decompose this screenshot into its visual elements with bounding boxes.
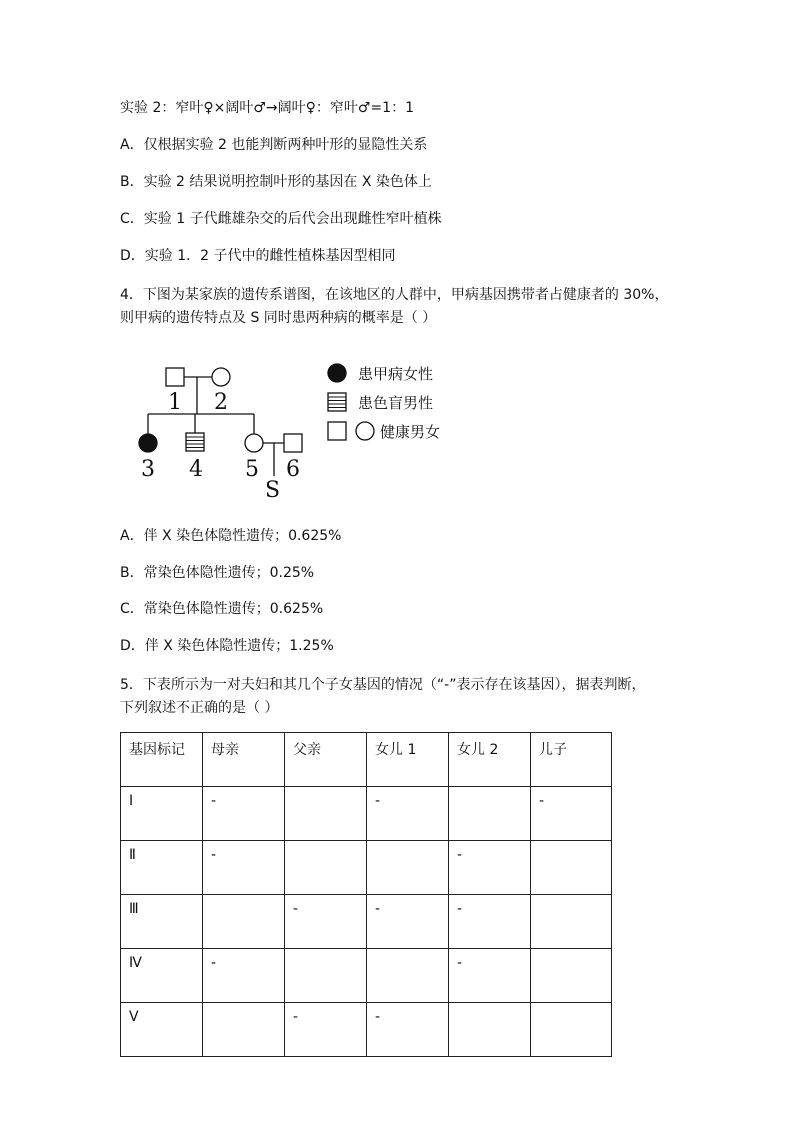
table-cell xyxy=(449,1003,531,1057)
gene-table xyxy=(120,732,612,1057)
label-1: 1 xyxy=(168,390,182,415)
header-cell: 父亲 xyxy=(285,733,367,787)
table-cell xyxy=(531,841,612,895)
table-cell xyxy=(367,841,449,895)
q3-option-d: D．实验 1．2 子代中的雌性植株基因型相同 xyxy=(120,248,396,264)
q4-option-d: D．伴 X 染色体隐性遗传；1.25% xyxy=(120,638,334,654)
table-cell: - xyxy=(367,1003,449,1057)
table-cell xyxy=(285,949,367,1003)
table-cell xyxy=(449,787,531,841)
q4-option-a: A．伴 X 染色体隐性遗传；0.625% xyxy=(120,528,342,544)
table-cell xyxy=(203,1003,285,1057)
header-cell: 女儿 2 xyxy=(449,733,531,787)
table-cell: - xyxy=(367,895,449,949)
individual-2-healthy-female xyxy=(212,368,230,386)
table-cell: Ⅴ xyxy=(121,1003,203,1057)
table-cell xyxy=(285,787,367,841)
q4-stem-line-1: 4．下图为某家族的遗传系谱图，在该地区的人群中，甲病基因携带者占健康者的 30%， xyxy=(120,287,669,303)
table-cell: Ⅰ xyxy=(121,787,203,841)
individual-3-affected-female xyxy=(139,434,157,452)
legend-affected-female-symbol xyxy=(328,364,346,382)
table-cell: - xyxy=(367,787,449,841)
table-cell: - xyxy=(285,895,367,949)
legend-colorblind-male-symbol xyxy=(328,393,346,411)
table-row xyxy=(121,841,612,895)
table-cell: - xyxy=(203,787,285,841)
header-cell: 女儿 1 xyxy=(367,733,449,787)
table-cell xyxy=(367,949,449,1003)
table-cell: Ⅲ xyxy=(121,895,203,949)
label-6: 6 xyxy=(286,457,300,482)
pedigree-chart xyxy=(120,352,460,502)
q4-option-b: B．常染色体隐性遗传；0.25% xyxy=(120,565,315,581)
individual-6-healthy-male xyxy=(284,434,302,452)
table-cell: - xyxy=(203,949,285,1003)
q3-option-c: C．实验 1 子代雌雄杂交的后代会出现雌性窄叶植株 xyxy=(120,211,442,227)
table-cell xyxy=(531,895,612,949)
individual-4-colorblind-male xyxy=(186,433,204,451)
label-2: 2 xyxy=(214,390,228,415)
table-cell xyxy=(285,841,367,895)
header-cell: 母亲 xyxy=(203,733,285,787)
table-header-row xyxy=(121,733,612,787)
q4-option-c: C．常染色体隐性遗传；0.625% xyxy=(120,601,324,617)
table-cell: - xyxy=(449,895,531,949)
table-cell: - xyxy=(203,841,285,895)
label-4: 4 xyxy=(189,457,203,482)
header-cell: 基因标记 xyxy=(121,733,203,787)
legend-healthy-male-symbol xyxy=(328,422,346,440)
table-cell: - xyxy=(449,949,531,1003)
table-cell xyxy=(203,895,285,949)
table-cell: - xyxy=(285,1003,367,1057)
table-cell: Ⅱ xyxy=(121,841,203,895)
legend-affected-female-label: 患甲病女性 xyxy=(358,365,434,383)
table-row xyxy=(121,895,612,949)
experiment-2-line: 实验 2：窄叶♀×阔叶♂→阔叶♀：窄叶♂=1：1 xyxy=(120,100,414,116)
q5-stem-line-2: 下列叙述不正确的是（ ） xyxy=(120,700,279,716)
table-cell: Ⅳ xyxy=(121,949,203,1003)
legend-healthy-label: 健康男女 xyxy=(380,423,441,441)
individual-1-healthy-male xyxy=(166,368,184,386)
table-row xyxy=(121,949,612,1003)
q4-stem-line-2: 则甲病的遗传特点及 S 同时患两种病的概率是（ ） xyxy=(120,310,437,326)
table-row xyxy=(121,1003,612,1057)
label-5: 5 xyxy=(245,457,259,482)
table-row xyxy=(121,787,612,841)
q3-option-b: B．实验 2 结果说明控制叶形的基因在 X 染色体上 xyxy=(120,174,432,190)
q5-stem-line-1: 5．下表所示为一对夫妇和其几个子女基因的情况（“-”表示存在该基因），据表判断， xyxy=(120,677,646,693)
table-cell xyxy=(531,949,612,1003)
header-cell: 儿子 xyxy=(531,733,612,787)
label-s: S xyxy=(265,478,281,502)
table-cell: - xyxy=(449,841,531,895)
label-3: 3 xyxy=(141,457,155,482)
table-cell: - xyxy=(531,787,612,841)
legend-colorblind-male-label: 患色盲男性 xyxy=(358,394,434,412)
table-cell xyxy=(531,1003,612,1057)
individual-5-healthy-female xyxy=(245,434,263,452)
legend-healthy-female-symbol xyxy=(356,422,374,440)
q3-option-a: A．仅根据实验 2 也能判断两种叶形的显隐性关系 xyxy=(120,137,428,153)
